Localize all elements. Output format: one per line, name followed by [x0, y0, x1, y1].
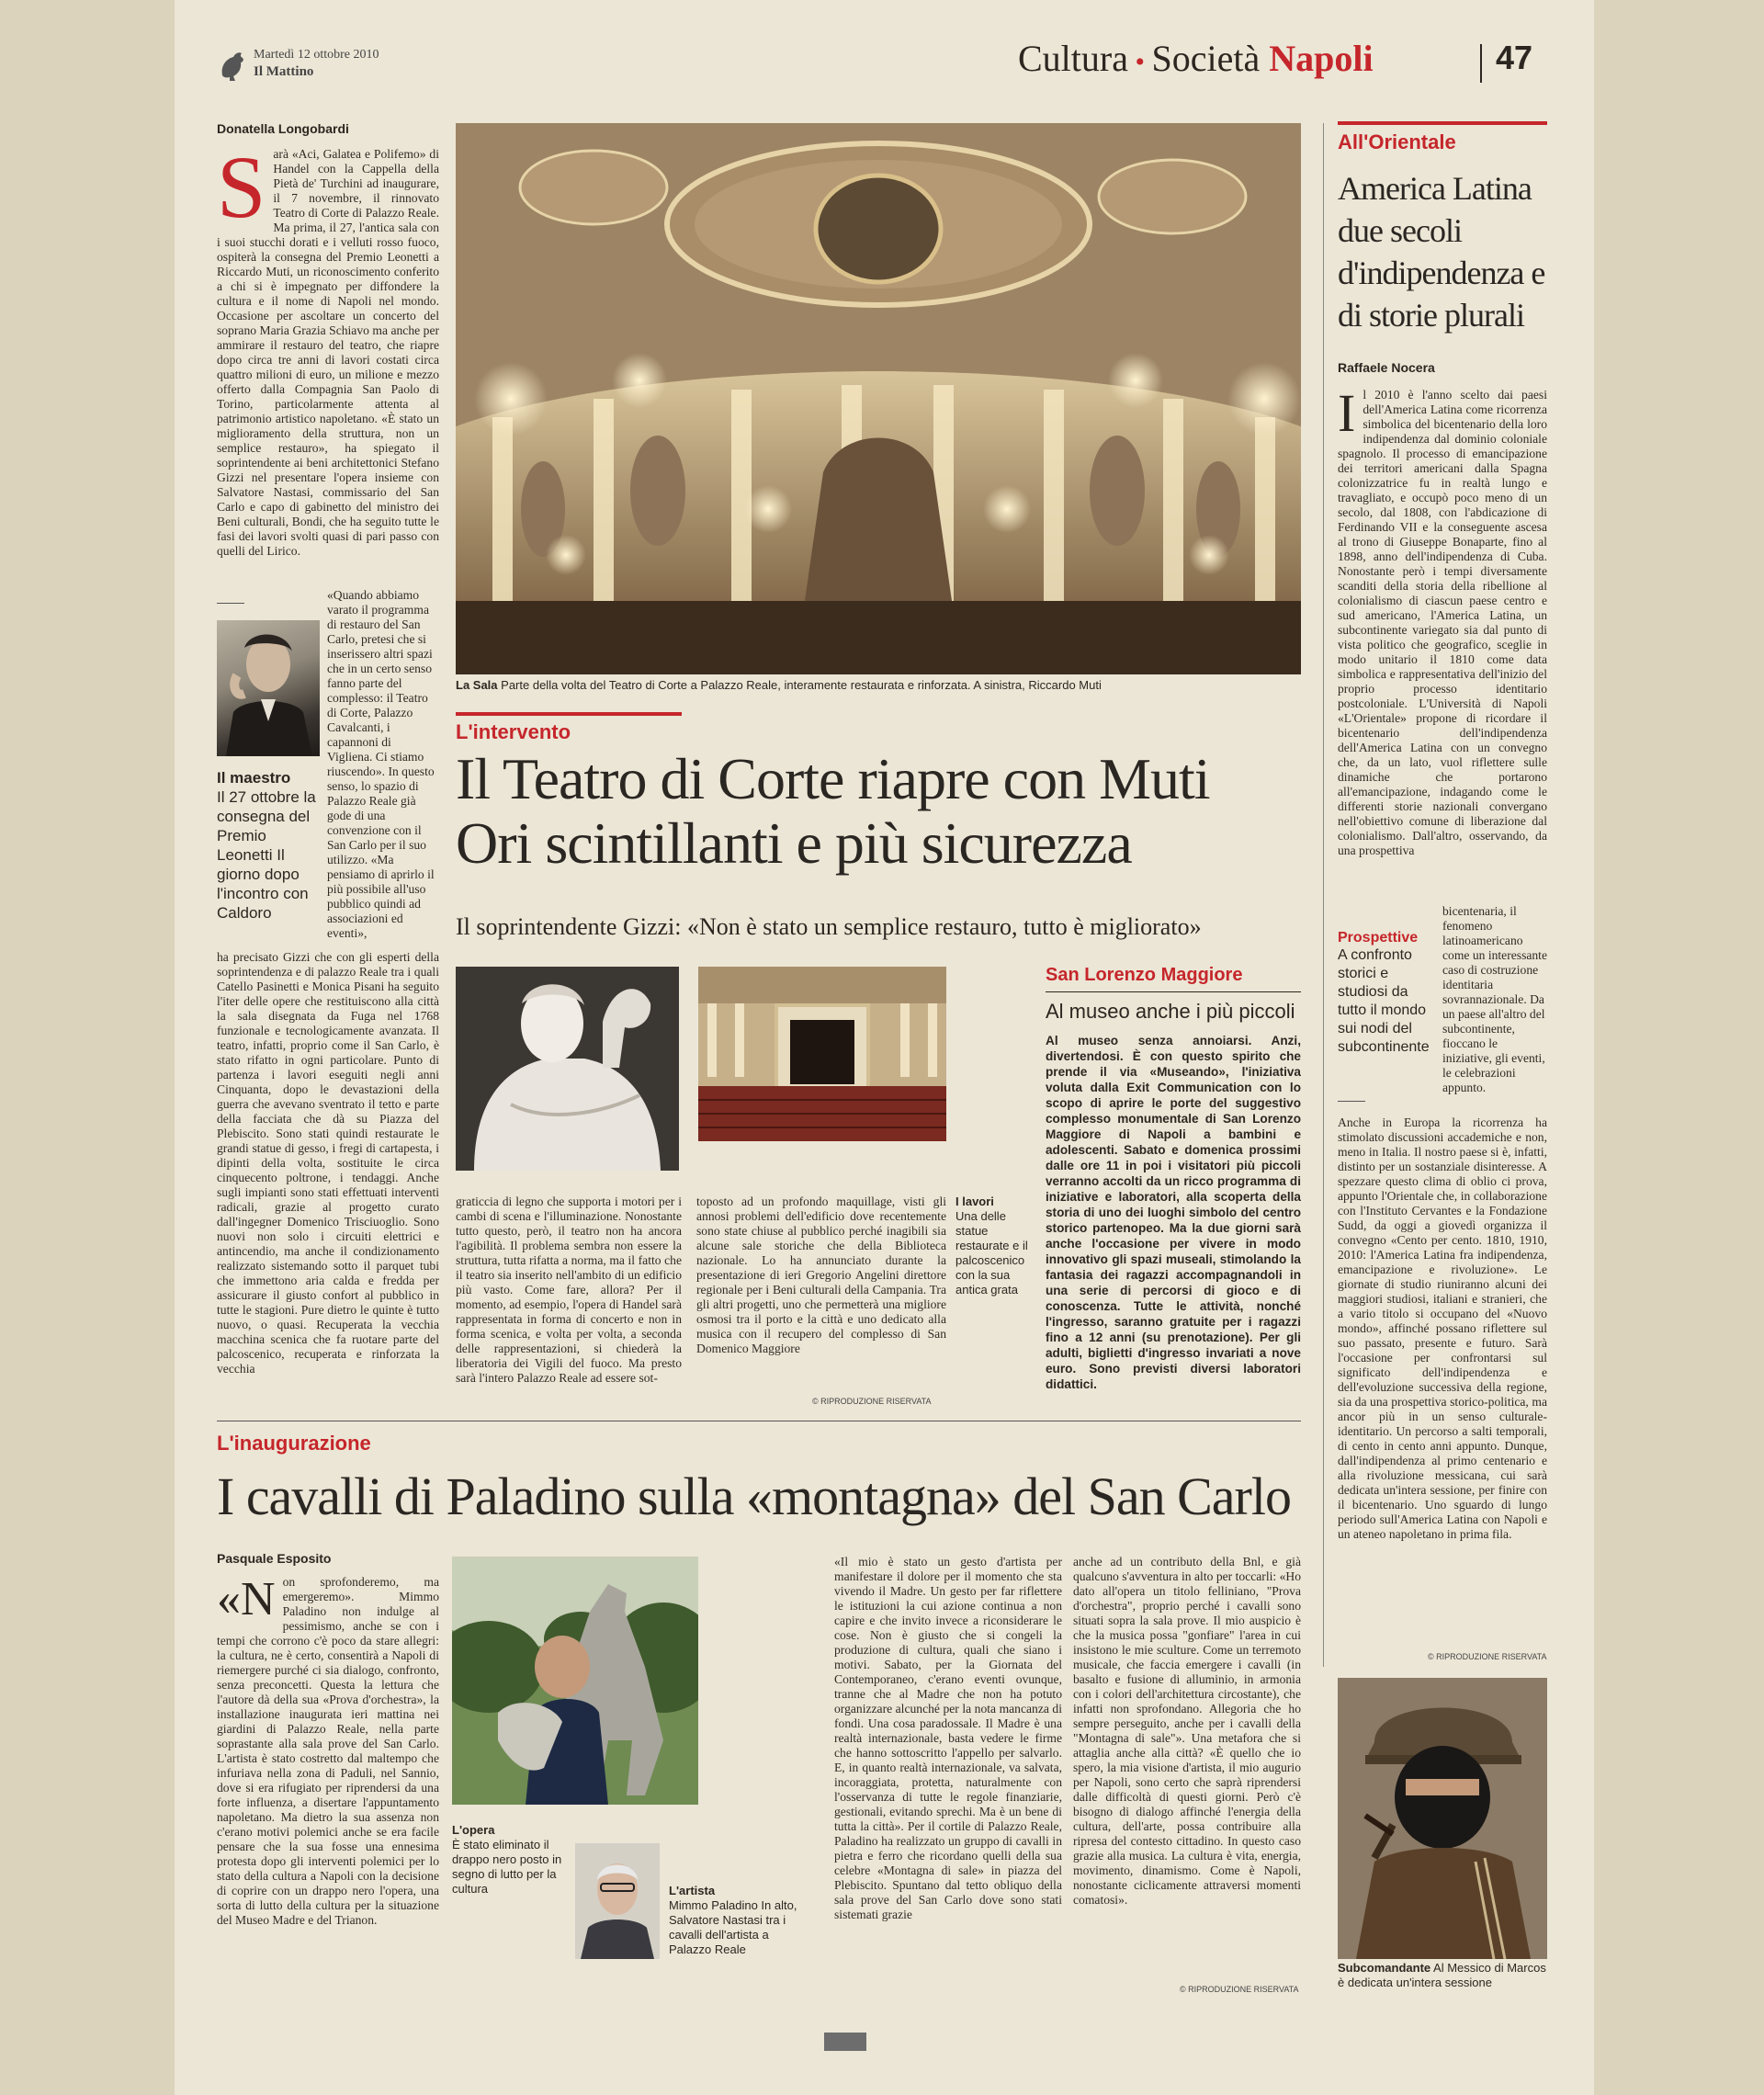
section-society: Società	[1151, 38, 1261, 79]
theatre-ceiling-photo	[456, 123, 1301, 674]
issue-date: Martedì 12 ottobre 2010	[254, 48, 379, 62]
artista-caption-title: L'artista	[669, 1884, 716, 1897]
prospettive-callout	[1338, 930, 1433, 1057]
section-city: Napoli	[1269, 38, 1374, 79]
section-culture: Cultura	[1018, 38, 1128, 79]
main-col3-text: toposto ad un profondo maquillage, visti gli annosi problemi dell'edificio dove recentemente sono state chiuse al pubblico perché inagibili sia alcune sale storiche che della Biblioteca nazionale. Lo ha annunciato durante la presentazione di ieri Gregorio Angelini direttore regionale per i Beni culturali della Campania. Tra gli altri progetti, uno che permetterà una migliore osmosi tra il porto e la città e uno dedicato alla musica con il recupero del complesso di San Domenico Maggiore	[696, 1195, 946, 1355]
box-kicker: San Lorenzo Maggiore	[1046, 965, 1243, 985]
right-byline: Raffaele Nocera	[1338, 360, 1435, 375]
prospettive-title: Prospettive	[1338, 930, 1419, 946]
prospettive-text: A confronto storici e studiosi da tutto il mondo sui nodi del subcontinente	[1338, 947, 1430, 1055]
main-col1-narrow: «Quando abbiamo varato il programma di restauro del San Carlo, pretesi che si inserissero altri spazi che in un certo senso fanno parte del complesso: il Teatro di Corte, Palazzo Cavalcanti, i capannoni di Vigliena. Ci stiamo riuscendo». In questo senso, lo spazio di Palazzo Reale già gode di una convenzione con il San Carlo per il suo utilizzo. «Ma pensiamo di aprirlo il più possibile all'uso pubblico quindi ad associazioni ed eventi»,	[327, 588, 435, 940]
lavori-caption-text: Una delle statue restaurate e il palcoscenico con la sua antica grata	[956, 1209, 1028, 1297]
bottom-col2-text: «Il mio è stato un gesto d'artista per manifestare il dolore per il momento che sta vivendo il Madre. Un gesto per far riflettere le istituzioni la cui azione continua a non capire e che invito invece a riconsiderare le cose. Non è giusto che si congeli la produzione di cultura, quali che siano i motivi. Sabato, per la Giornata del Contemporaneo, c'erano eventi ovunque, tranne che al Madre che non ha potuto organizzare alcunché per la nota mancanza di fondi. Una cosa paradossale. Il Madre è una realtà internazionale, basta vedere le firme che hanno sottoscritto l'appello per salvarlo. E, in quanto realtà internazionale, va salvata, incoraggiata, protetta, naturalmente con l'osservanza di tutte le regole finanziarie, gestionali, evitando sprechi. Ma è un bene di tutta la città». Per il cortile di Palazzo Reale, Paladino ha realizzato un gruppo di cavalli in pietra e ferro che ricordano quelli della sua celebre «Montagna di sale» in piazza del Plebiscito. Spuntano dal tetto obliquo della sala prove del San Carlo dove sono stati sistemati grazie	[834, 1555, 1062, 1921]
main-col1-text2: ha precisato Gizzi che con gli esperti della soprintendenza e di palazzo Reale tra i quali Catello Pasinetti e Monica Pisani ha seguito l'iter delle opere che restituiscono alla città la sala disegnata da Fuga nel 1768 funzionale e tecnologicamente avanzata. Il teatro, infatti, proprio come il San Carlo, è stato rifatto in ogni particolare. Punto di partenza i lavori eseguiti negli anni Cinquanta, dopo le devastazioni della guerra che avevano sventrato il tetto e parte della facciata che dà su Piazza del Plebiscito. Sono stati quindi restaurate le grandi statue di gesso, i fregi di cartapesta, i dipinti della volta, sostituite le circa cinquecento poltrone, i tendaggi. Anche sugli impianti sono stati effettuati interventi radicali, grazie al progetto curato dall'ingegner Domenico Trisciuoglio. Sono nuovi non solo i circuiti elettrici e antincendio, ma anche il condizionamento realizzato sistemando sotto il parquet tubi che immettono aria calda e fredda per assicurare il giusto confort al pubblico in tutte le stagioni. Pure dietro le quinte è tutto nuovo, o quasi. Recuperata la vecchia macchina scenica che fa ruotare parte del palcoscenico, recuperata e rinforzata la vecchia	[217, 950, 439, 1376]
box-headline: Al museo anche i più piccoli	[1046, 1000, 1295, 1023]
muti-caption	[217, 768, 320, 923]
opera-caption-text: È stato eliminato il drappo nero posto in segno di lutto per la cultura	[452, 1838, 562, 1896]
subcomandante-caption	[1338, 1961, 1547, 1990]
opera-caption-title: L'opera	[452, 1823, 495, 1837]
right-narrow: bicentenaria, il fenomeno latinoamericano come un interessante caso di costruzione identitaria sovrannazionale. Da un paese all'altro del subcontinente, fioccano le iniziative, gli eventi, le celebrazioni appunto.	[1442, 904, 1547, 1094]
subcomandante-caption-text: Al Messico di Marcos è dedicata un'intera sessione	[1338, 1961, 1546, 1989]
right-headline: America Latina due secoli d'indipendenza e di storie plurali	[1338, 170, 1545, 334]
bottom-byline: Pasquale Esposito	[217, 1551, 332, 1566]
newspaper-page	[175, 0, 1594, 2095]
muti-photo	[217, 620, 320, 756]
artista-caption-text: Mimmo Paladino In alto, Salvatore Nastasi tra i cavalli dell'artista a Palazzo Reale	[669, 1898, 797, 1956]
bottom-col3-text: anche ad un contributo della Bnl, e già qualcuno s'avventura in alto per toccarli: «Ho dato all'opera un titolo felliniano, "Prova d'orchestra", proprio perché i cavalli sono situati sopra la sala prove. Il mio auspicio è che la musica possa "gonfiare" l'area in cui insistono le mie sculture. Come un terremoto musicale, che faccia emergere i cavalli (in basalto e fusione di alluminio, in armonia con i colori dell'architettura circostante), che infatti non sprofondano. Allegoria che ho sempre perseguito, anche per i cavalli della "Montagna di sale"». Una metafora che si attaglia anche alla città? «È quello che io spero, la mia visione d'artista, il mio augurio per Napoli, sono certo che saprà riprendersi dalle difficoltà di questi giorni. Però c'è bisogno di dialogo affinché l'energia della cultura, dell'arte, possa contribuire alla ripresa del contesto cittadino. In questo caso grazie alla musica. La cultura è vita, energia, movimento, dinamismo. Come è Napoli, nonostante ciclicamente attraversi momenti comatosi».	[1073, 1555, 1301, 1907]
section-header	[1018, 37, 1374, 80]
section-separator: •	[1127, 47, 1152, 77]
main-col2-text: graticcia di legno che supporta i motori per i cambi di scena e l'illuminazione. Nonostante tutto questo, però, il teatro non ha ancora l'agibilità. Il problema sembra non essere la struttura, tutta rifatta a norma, ma il fatto che il teatro sia inserito nell'ambito di un edificio più vasto. Come fare, allora? Per il momento, ad esempio, l'opera di Handel sarà rappresentata in forma di concerto e non in forma scenica, e volta per volta, a seconda delle rappresentazioni, si chiederà la liberatoria dei Vigili del fuoco. Ma presto sarà l'intero Palazzo Reale ad essere sot-	[456, 1195, 682, 1385]
main-kicker: L'intervento	[456, 720, 571, 743]
bottom-lead-open: «N	[217, 1575, 276, 1625]
subcomandante-caption-label: Subcomandante	[1338, 1961, 1431, 1975]
masthead-name: Il Mattino	[254, 64, 314, 79]
statue-photo	[456, 967, 679, 1171]
paladino-photo	[575, 1843, 660, 1959]
bottom-headline: I cavalli di Paladino sulla «montagna» del San Carlo	[217, 1466, 1291, 1526]
bottom-copyright: © RIPRODUZIONE RISERVATA	[1180, 1985, 1299, 1994]
right-text2: Anche in Europa la ricorrenza ha stimolato discussioni accademiche e non, meno in Italia. Il nostro paese si è, infatti, distinto per un sostanziale disinteresse. A spezzare questo clima di oblio ci prova, appunto l'Orientale che, in collaborazione con l'Instituto Cervantes e la Fondazione Sudd, da oggi a giovedì organizza il convegno «Cento per cento. 1810, 1910, 2010: l'America Latina fra indipendenza, emancipazione e rivoluzione». Le giornate di studio riuniranno alcuni dei maggiori studiosi, italiani e stranieri, che a vario titolo si occupano del «Nuovo mondo», affinché possano riflettere sul suo passato, presente e futuro. Sarà l'occasione per confrontarsi sul significato dell'indipendenza e dell'evoluzione successiva della regione, sia da una prospettiva storico-politica, ma ancor più in un senso culturale-identitario. Un percorso a salti temporali, di cento in cento anni appunto. Dunque, dall'indipendenza al primo centenario e alla rivoluzione messicana, cui sarà dedicata un'intera sessione, per finire con il bicentenario. Uno sguardo di lungo periodo sull'America Latina con Napoli e un ateneo napoletano in prima fila.	[1338, 1115, 1547, 1541]
right-copyright: © RIPRODUZIONE RISERVATA	[1428, 1652, 1547, 1661]
bottom-col1-text: «Non sprofonderemo, ma emergeremo». Mimmo Paladino non indulge al pessimismo, anche se con i tempi che corrono c'è poco da stare allegri: la cultura, ne è certo, consentirà a Napoli di riemergere purché ci sia dialogo, confronto, senza preconcetti. Questa la lettura che l'autore dà della sua «Prova d'orchestra», la installazione inaugurata ieri mattina nei giardini di Palazzo Reale, nella parte soprastante alla sala prove del San Carlo. L'artista è stato costretto dal maltempo che infuriava nella zona di Paduli, nel Sannio, dove si era rifugiato per riprendersi da una forte influenza, a disertare l'appuntamento napoletano. Ma dietro la sua assenza non c'erano motivi polemici anche se era facile pensare che la sua fosse una ennesima protesta dopo gli interventi polemici per lo stato della cultura a Napoli con la decisione di coprire con un drappo nero l'opera, una sorta di lutto della cultura per la situazione del Museo Madre e del Trianon.	[217, 1575, 439, 1927]
main-col1-text: Sarà «Aci, Galatea e Polifemo» di Handel con la Cappella della Pietà de' Turchini ad inaugurare, il 7 novembre, il rinnovato Teatro di Corte di Palazzo Reale. Ma prima, il 27, l'antica sala con i suoi stucchi dorati e i velluti rosso fuoco, ospiterà la consegna del Premio Leonetti a Riccardo Muti, un riconoscimento conferito a chi si è impegnato per diffondere la cultura e il nome di Napoli nel mondo. Occasione per ascoltare un concerto del soprano Maria Grazia Schiavo ma anche per ammirare il restauro del teatro, che riapre dopo circa tre anni di lavori costati circa quattro milioni di euro, un milione e mezzo offerto dalla Compagnia San Paolo di Torino, particolarmente attenta al patrimonio artistico napoletano. «È stato un miglioramento della struttura, non un semplice restauro», ha spiegato il soprintendente ai beni architettonici Stefano Gizzi nel presentare l'opera insieme con Salvatore Nastasi, commissario del San Carlo e capo di gabinetto del ministro dei Beni culturali, Bondi, che ha seguito tutte le fasi dei lavori svolti quasi di pari passo con quelli del Lirico.	[217, 147, 439, 558]
main-headline-1: Il Teatro di Corte riapre con Muti	[456, 746, 1210, 811]
horse-sculpture-photo	[452, 1557, 698, 1805]
page-number: 47	[1496, 39, 1533, 76]
right-kicker: All'Orientale	[1338, 130, 1456, 153]
theatre-caption-label: La Sala	[456, 678, 498, 692]
box-text: Al museo senza annoiarsi. Anzi, divertendosi. È con questo spirito che prende il via «Museando», l'iniziativa voluta dalla Exit Communication con lo scopo di aprire le porte del suggestivo complesso monumentale di San Lorenzo Maggiore di Napoli a bambini e adolescenti. Sabato e domenica prossimi dalle ore 11 in poi i visitatori più piccoli verranno accolti da un ricco programma di iniziative e laboratori, alla scoperta della storia di uno dei luoghi simbolo del centro storico partenopeo. Ma la due giorni sarà anche l'occasione per vivere in modo innovativo gli spazi museali, stimolando la fantasia dei ragazzi accompagnandoli in una serie di percorsi di gioco e di conoscenza. Tutte le attività, nonché l'ingresso, saranno gratuite per i ragazzi fino a 12 anni (su prenotazione). Per gli adulti, biglietti d'ingresso invariati a nove euro. Sono previsti diversi laboratori didattici.	[1046, 1034, 1301, 1391]
opera-caption	[452, 1823, 562, 1897]
main-byline: Donatella Longobardi	[217, 121, 349, 136]
san-lorenzo-box	[1046, 965, 1301, 1391]
right-dropcap: I	[1338, 388, 1356, 443]
theatre-caption-text: Parte della volta del Teatro di Corte a Palazzo Reale, interamente restaurata e rinforzata. A sinistra, Riccardo Muti	[501, 678, 1102, 692]
theatre-photo-caption	[456, 678, 1301, 693]
lavori-caption-title: I lavori	[956, 1195, 994, 1208]
rooster-logo	[217, 48, 248, 85]
main-subhead: Il soprintendente Gizzi: «Non è stato un semplice restauro, tutto è migliorato»	[456, 913, 1202, 940]
muti-caption-title: Il maestro	[217, 769, 291, 787]
stage-photo	[698, 967, 946, 1141]
main-headline-2: Ori scintillanti e più sicurezza	[456, 810, 1132, 876]
right-text1: Il 2010 è l'anno scelto dai paesi dell'America Latina come ricorrenza simbolica del bicentenario della loro indipendenza dal dominio coloniale spagnolo. Il processo di emancipazione dei territori americani dalla Spagna colonizzatrice fu in realtà lungo e travagliato, e occupò poco meno di un secolo, dal 1808, con l'abdicazione di Ferdinando VII e la conseguente ascesa al trono di Giuseppe Bonaparte, fino al 1898, anno dell'indipendenza di Cuba. Nonostante però i tempi diversamente scanditi della storia della ribellione al colonialismo di ciascun paese centro e sud americano, l'America Latina, un subcontinente variegato sia dal punto di vista politico che geografico, sceglie in modo unitario il 1810 come data simbolica e rappresentativa dell'inizio del proprio processo identitario postcoloniale. L'Università di Napoli «L'Orientale» propone di ricordare il bicentenario dell'indipendenza dell'America Latina con un convegno che, da un lato, vuol riflettere sulle dinamiche che portarono all'emancipazione, indagando come le differenti storie nazionali convergano nell'obiettivo comune di liberazione dal colonialismo. Dall'altro, osservando, da una prospettiva	[1338, 388, 1547, 857]
lavori-caption	[956, 1195, 1029, 1297]
muti-caption-text: Il 27 ottobre la consegna del Premio Leonetti Il giorno dopo l'incontro con Caldoro	[217, 788, 316, 922]
main-dropcap: S	[217, 147, 266, 236]
bottom-kicker: L'inaugurazione	[217, 1432, 371, 1455]
page-marker	[824, 2033, 866, 2051]
artista-caption	[669, 1884, 797, 1957]
main-copyright: © RIPRODUZIONE RISERVATA	[812, 1397, 932, 1406]
subcomandante-photo	[1338, 1678, 1547, 1959]
